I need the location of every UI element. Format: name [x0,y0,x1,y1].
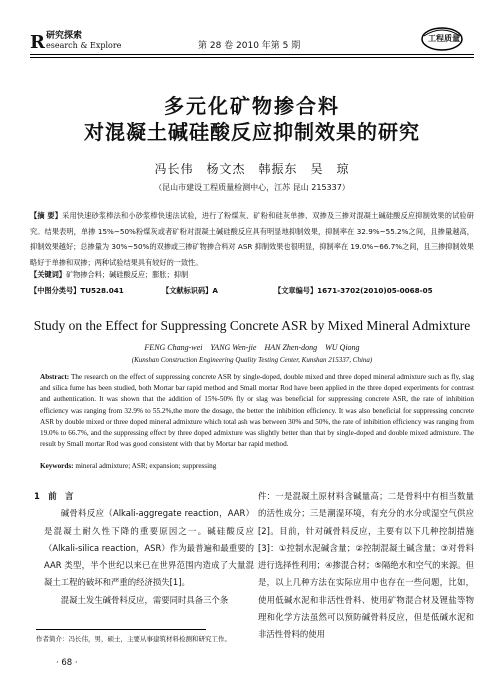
badge-text: 工程质量 [428,34,460,43]
keywords-cn [30,270,188,280]
english-abstract [40,372,474,450]
body-left-column [34,488,254,609]
english-abstract-text: The research on the effect of suppressing concrete ASR by single-doped, double mixed and three doped mineral admixture such as fly, slag and silica fume has been studied, both Mortar bar rapid method and Small mortar Rod have been applied in the three doped experiments for contrast and authentication. It was shown that the addition of 15%-50% fly or slag was beneficial for suppressing concrete ASR, the rate of inhibition efficiency was ranging from 32.9% to 55.2%,the more the dosage, the better the inhibition efficiency. It was also beneficial for suppressing concrete ASR by double mixed or three doped mineral admixture which total ash was between 30% and 50%, the rate of inhibition efficiency was ranging from 19.0% to 66.7%, and the suppressing effect by three doped admixture was slightly better than that by single-doped and double mixed admixture. The result by Small mortar Rod was good consistent with that by Mortar bar rapid method. [40,373,474,449]
authors: 冯长伟 杨文杰 韩振东 吴 琼 [154,162,350,176]
section-1-heading: 1 前 言 [34,491,74,501]
document-code: 【文献标识码】A [162,286,218,295]
abstract-cn-label: 【摘 要】 [30,211,63,220]
english-keywords-label: Keywords: [40,462,74,470]
journal-name-cn: 研究探索 [46,31,83,41]
body-right-column: 件：一是混凝土原材料含碱量高；二是骨料中有相当数量的活性成分；三是潮湿环境，有充分的水分或湿空气供应[2]。目前，针对碱骨料反应，主要有以下几种控制措施[3]：①控制水泥碱含量；②控制混凝土碱含量；③对骨料进行选择性利用；④掺混合材；⑤隔绝水和空气的来源。但是，以上几种方法在实际应用中也存在一些问题，比如，使用低碱水泥和非活性骨料、使用矿物混合材及锂盐等物理和化学方法虽然可以预防碱骨料反应，但是低碱水泥和非活性骨料的使用 [258,491,475,640]
keywords-cn-label: 【关键词】 [30,270,66,279]
clc-number: 【中图分类号】TU528.041 [30,286,124,295]
journal-name-en: esearch & Explore [46,41,122,50]
footnote: 作者简介：冯长伟，男，硕士，主要从事建筑材料检测和研究工作。 [36,635,231,643]
issue-info: 第 28 卷 2010 年第 5 期 [198,41,301,51]
title-line-1: 多元化矿物掺合料 [164,94,340,118]
page-number: · 68 · [56,658,78,668]
body-left-paragraph-2: 混凝土发生碱骨料反应，需要同时具备三个条 [60,594,229,605]
english-keywords [40,462,216,470]
header-rule [30,54,474,55]
article-number: 【文章编号】1671-3702(2010)05-0068-05 [274,286,433,295]
english-authors: FENG Chang-wei YANG Wen-jie HAN Zhen-dong WU Qiong [144,343,360,352]
abstract-cn-text: 采用快速砂浆棒法和小砂浆棒快速法试验，进行了粉煤灰、矿粉和硅灰单掺、双掺及三掺对混凝土碱硅酸反应抑制效果的试验研究。结果表明，单掺 15%~50%粉煤灰或者矿粉对混凝土碱硅酸反应具有明显地抑制效果，抑制率在 32.9%~55.2%之间，且掺量越高，抑制效果越好；总掺量为 30%~50%的双掺或三掺矿物掺合料对 ASR 抑制效果也很明显，抑制率在 19.0%~66.7%之间，且三掺抑制效果略好于单掺和双掺；两种试验结果具有较好的一致性。 [30,211,474,267]
body-left-paragraph-1: 碱骨料反应（Alkali-aggregate reaction，AAR）是混凝土耐久性下降的重要原因之一。碱硅酸反应（Alkali-silica reaction，ASR）作为最普遍和最重要的 AAR 类型，半个世纪以来已在世界范围内造成了大量混凝土工程的破坏和严重的经济损失[1]。 [44,508,254,588]
journal-initial: R [30,32,45,53]
abstract-cn [30,208,474,270]
keywords-cn-text: 矿物掺合料；碱硅酸反应；膨胀；抑制 [65,270,189,279]
header-rule-thin [30,57,474,58]
journal-badge [420,26,464,52]
english-affiliation: (Kunshan Construction Engineering Quality Testing Center, Kunshan 215337, China) [131,356,373,364]
english-abstract-label: Abstract: [40,373,70,381]
english-title: Study on the Effect for Suppressing Concrete ASR by Mixed Mineral Admixture [33,318,471,333]
affiliation: （昆山市建设工程质量检测中心，江苏 昆山 215337） [154,183,350,192]
title-line-2: 对混凝土碱硅酸反应抑制效果的研究 [84,120,420,144]
footnote-rule [36,629,206,630]
english-keywords-text: mineral admixture; ASR; expansion; suppressing [75,462,217,470]
journal-logo [30,26,122,54]
